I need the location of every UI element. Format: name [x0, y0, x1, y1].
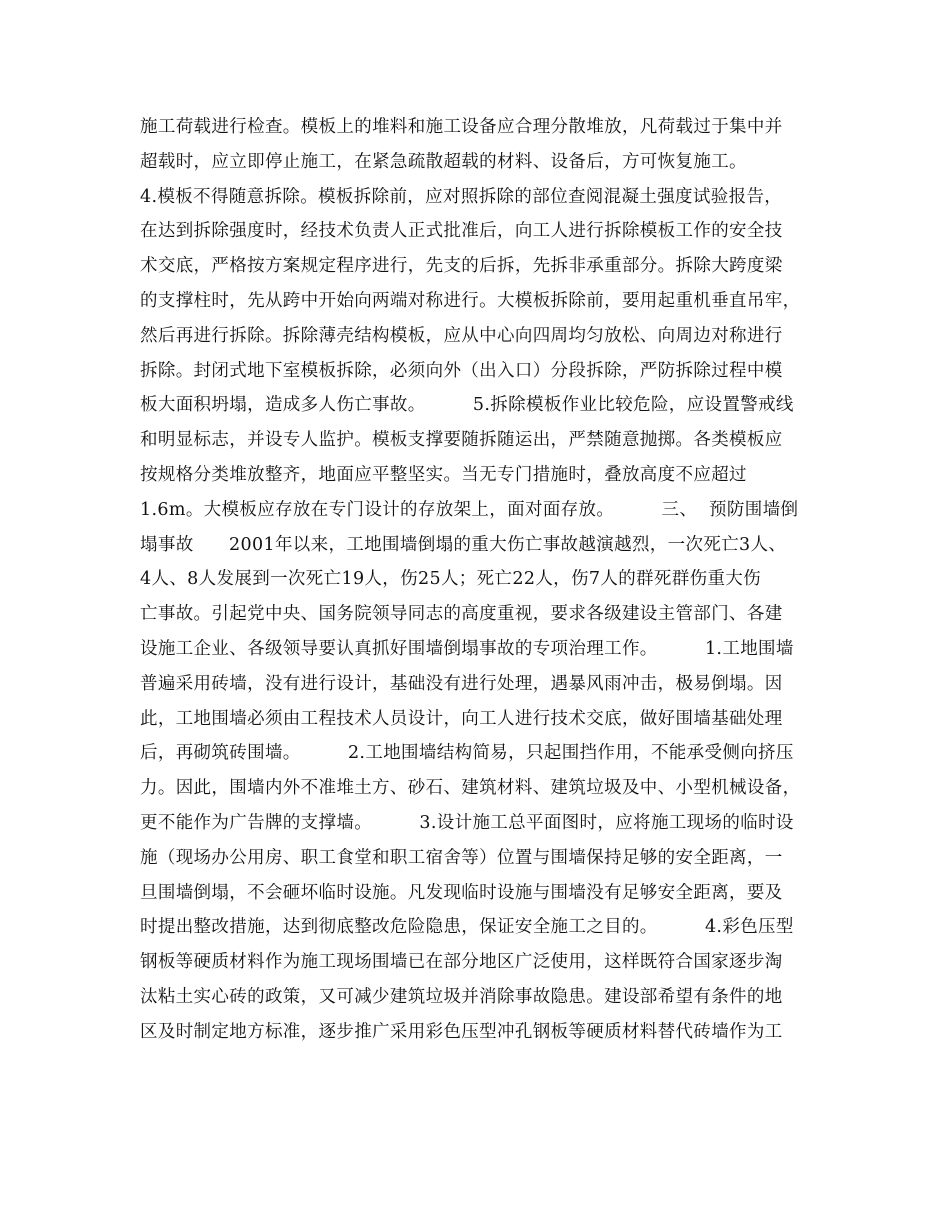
text-line: 的支撑柱时，先从跨中开始向两端对称进行。大模板拆除前，要用起重机垂直吊牢，	[140, 290, 801, 311]
text-line: 设施工企业、各级领导要认真抓好围墙倒塌事故的专项治理工作。 1.工地围墙	[140, 638, 794, 659]
text-line: 时提出整改措施，达到彻底整改危险隐患，保证安全施工之目的。 4.彩色压型	[140, 917, 794, 938]
text-line: 施工荷载进行检查。模板上的堆料和施工设备应合理分散堆放，凡荷载过于集中并	[140, 117, 783, 137]
text-line: 亡事故。引起党中央、国务院领导同志的高度重视，要求各级建设主管部门、各建	[140, 604, 783, 625]
text-line: 汰粘土实心砖的政策，又可减少建筑垃圾并消除事故隐患。建设部希望有条件的地	[140, 986, 783, 1007]
text-line: 普遍采用砖墙，没有进行设计，基础没有进行处理，遇暴风雨冲击，极易倒塌。因	[140, 673, 783, 694]
text-line: 此，工地围墙必须由工程技术人员设计，向工人进行技术交底，做好围墙基础处理	[140, 708, 783, 729]
text-line: 区及时制定地方标准，逐步推广采用彩色压型冲孔钢板等硬质材料替代砖墙作为工	[140, 1021, 783, 1042]
body-text	[140, 110, 820, 1050]
text-line: 钢板等硬质材料作为施工现场围墙已在部分地区广泛使用，这样既符合国家逐步淘	[140, 952, 783, 973]
text-line: 施（现场办公用房、职工食堂和职工宿舍等）位置与围墙保持足够的安全距离，一	[140, 847, 783, 868]
text-line: 拆除。封闭式地下室模板拆除，必须向外（出入口）分段拆除，严防拆除过程中模	[140, 360, 783, 381]
text-line: 在达到拆除强度时，经技术负责人正式批准后，向工人进行拆除模板工作的安全技	[140, 221, 783, 242]
text-line: 后，再砌筑砖围墙。 2.工地围墙结构简易，只起围挡作用，不能承受侧向挤压	[140, 743, 794, 764]
text-line: 1.6m。大模板应存放在专门设计的存放架上，面对面存放。 三、 预防围墙倒	[140, 499, 799, 520]
text-line: 更不能作为广告牌的支撑墙。 3.设计施工总平面图时，应将施工现场的临时设	[140, 812, 794, 833]
text-line: 术交底，严格按方案规定程序进行，先支的后拆，先拆非承重部分。拆除大跨度梁	[140, 256, 783, 277]
text-line: 旦围墙倒塌，不会砸坏临时设施。凡发现临时设施与围墙没有足够安全距离，要及	[140, 882, 783, 903]
text-line: 然后再进行拆除。拆除薄壳结构模板，应从中心向四周均匀放松、向周边对称进行	[140, 325, 783, 346]
text-line: 板大面积坍塌，造成多人伤亡事故。 5.拆除模板作业比较危险，应设置警戒线	[140, 395, 794, 416]
text-line: 和明显标志，并设专人监护。模板支撑要随拆随运出，严禁随意抛掷。各类模板应	[140, 430, 783, 451]
text-line: 4.模板不得随意拆除。模板拆除前，应对照拆除的部位查阅混凝土强度试验报告，	[140, 186, 783, 207]
text-line: 超载时，应立即停止施工，在紧急疏散超载的材料、设备后，方可恢复施工。	[140, 151, 747, 172]
text-line: 塌事故 2001年以来，工地围墙倒塌的重大伤亡事故越演越烈，一次死亡3人、	[140, 534, 787, 555]
text-line: 按规格分类堆放整齐，地面应平整坚实。当无专门措施时，叠放高度不应超过	[140, 464, 747, 485]
text-line: 力。因此，围墙内外不准堆土方、砂石、建筑材料、建筑垃圾及中、小型机械设备，	[140, 778, 801, 799]
text-line: 4人、8人发展到一次死亡19人，伤25人；死亡22人，伤7人的群死群伤重大伤	[140, 569, 762, 590]
